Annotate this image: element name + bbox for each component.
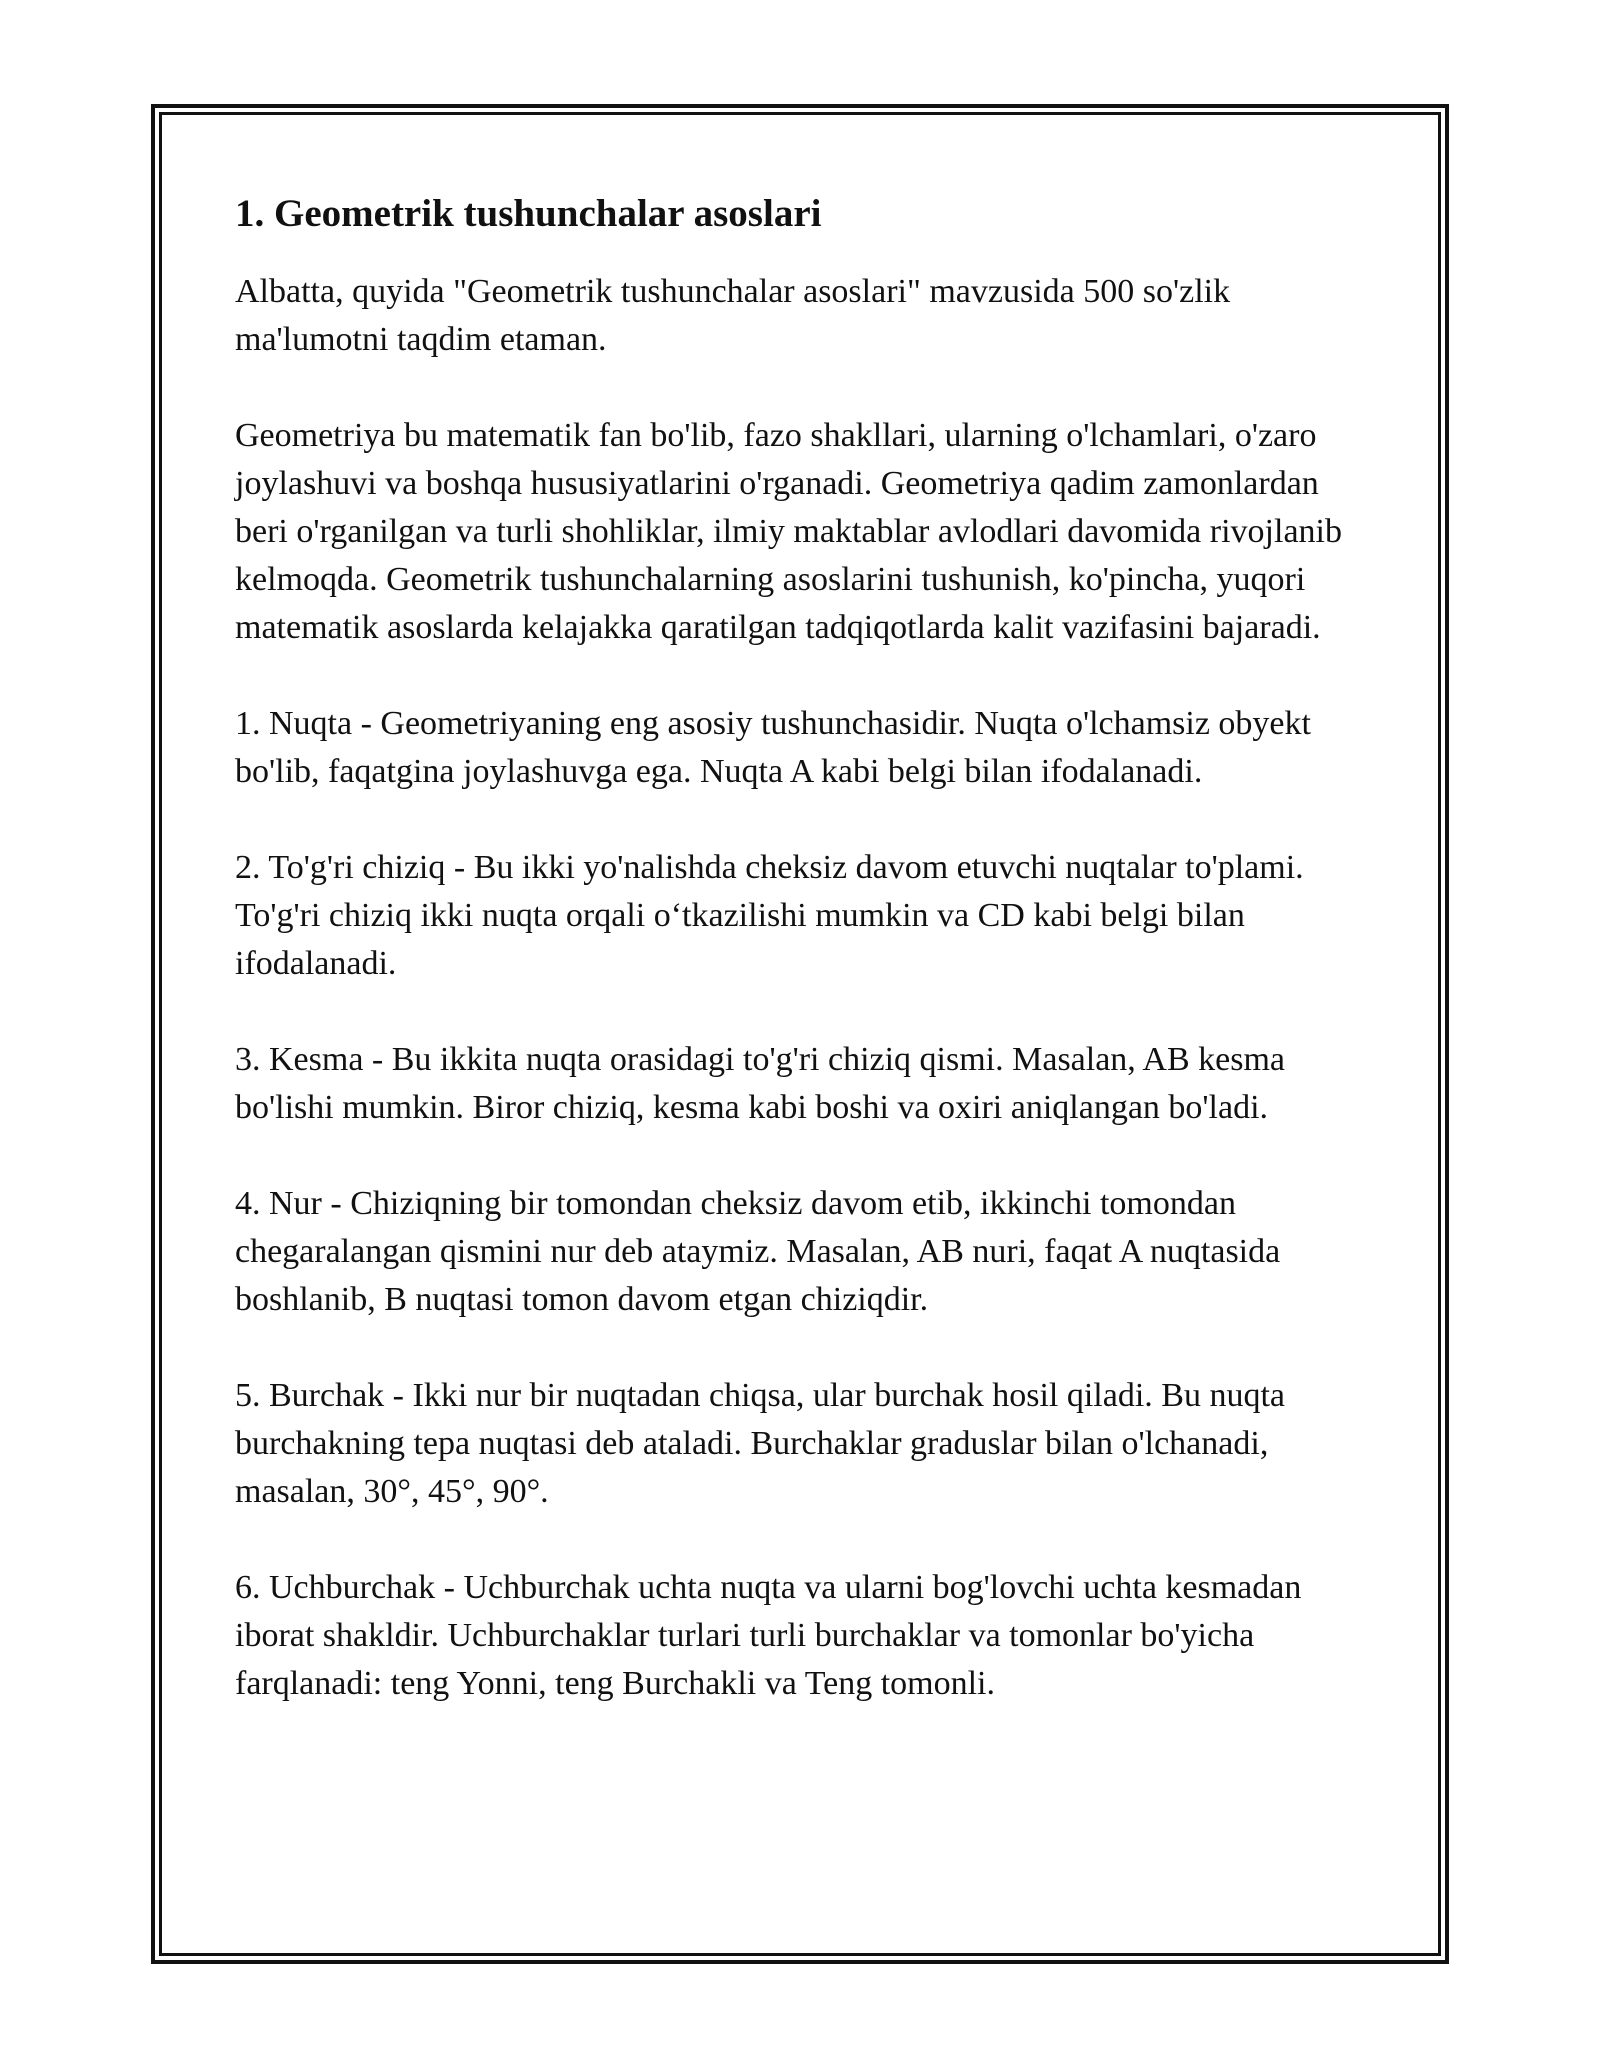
ray-paragraph: 4. Nur - Chiziqning bir tomondan cheksiz davom etib, ikkinchi tomondan chegaralangan qismini nur deb ataymiz. Masalan, AB nuri, faqat A nuqtasida boshlanib, B nuqtasi tomon davom etgan chiziqdir. [235, 1185, 1281, 1318]
line-paragraph: 2. To'g'ri chiziq - Bu ikki yo'nalishda cheksiz davom etuvchi nuqtalar to'plami. To'g'ri chiziq ikki nuqta orqali oʻtkazilishi mumkin va CD kabi belgi bilan ifodalanadi. [235, 849, 1304, 982]
point-paragraph: 1. Nuqta - Geometriyaning eng asosiy tushunchasidir. Nuqta o'lchamsiz obyekt bo'lib, faqatgina joylashuvga ega. Nuqta A kabi belgi bilan ifodalanadi. [235, 705, 1311, 790]
document-title: 1. Geometrik tushunchalar asoslari [235, 192, 822, 235]
segment-paragraph: 3. Kesma - Bu ikkita nuqta orasidagi to'g'ri chiziq qismi. Masalan, AB kesma bo'lishi mumkin. Biror chiziq, kesma kabi boshi va oxiri aniqlangan bo'ladi. [235, 1041, 1286, 1126]
intro-paragraph: Albatta, quyida "Geometrik tushunchalar asoslari" mavzusida 500 so'zlik ma'lumotni taqdim etaman. [235, 273, 1231, 358]
triangle-paragraph: 6. Uchburchak - Uchburchak uchta nuqta va ularni bog'lovchi uchta kesmadan iborat shakldir. Uchburchaklar turlari turli burchaklar va tomonlar bo'yicha farqlanadi: teng Yonni, teng Burchakli va Teng tomonli. [235, 1569, 1302, 1702]
angle-paragraph: 5. Burchak - Ikki nur bir nuqtadan chiqsa, ular burchak hosil qiladi. Bu nuqta burchakning tepa nuqtasi deb ataladi. Burchaklar graduslar bilan o'lchanadi, masalan, 30°, 45°, 90°. [235, 1377, 1285, 1510]
document-body [235, 186, 1375, 1708]
geometry-definition-paragraph: Geometriya bu matematik fan bo'lib, fazo shakllari, ularning o'lchamlari, o'zaro joylashuvi va boshqa hususiyatlarini o'rganadi. Geometriya qadim zamonlardan beri o'rganilgan va turli shohliklar, ilmiy maktablar avlodlari davomida rivojlanib kelmoqda. Geometrik tushunchalarning asoslarini tushunish, ko'pincha, yuqori matematik asoslarda kelajakka qaratilgan tadqiqotlarda kalit vazifasini bajaradi. [235, 417, 1342, 646]
